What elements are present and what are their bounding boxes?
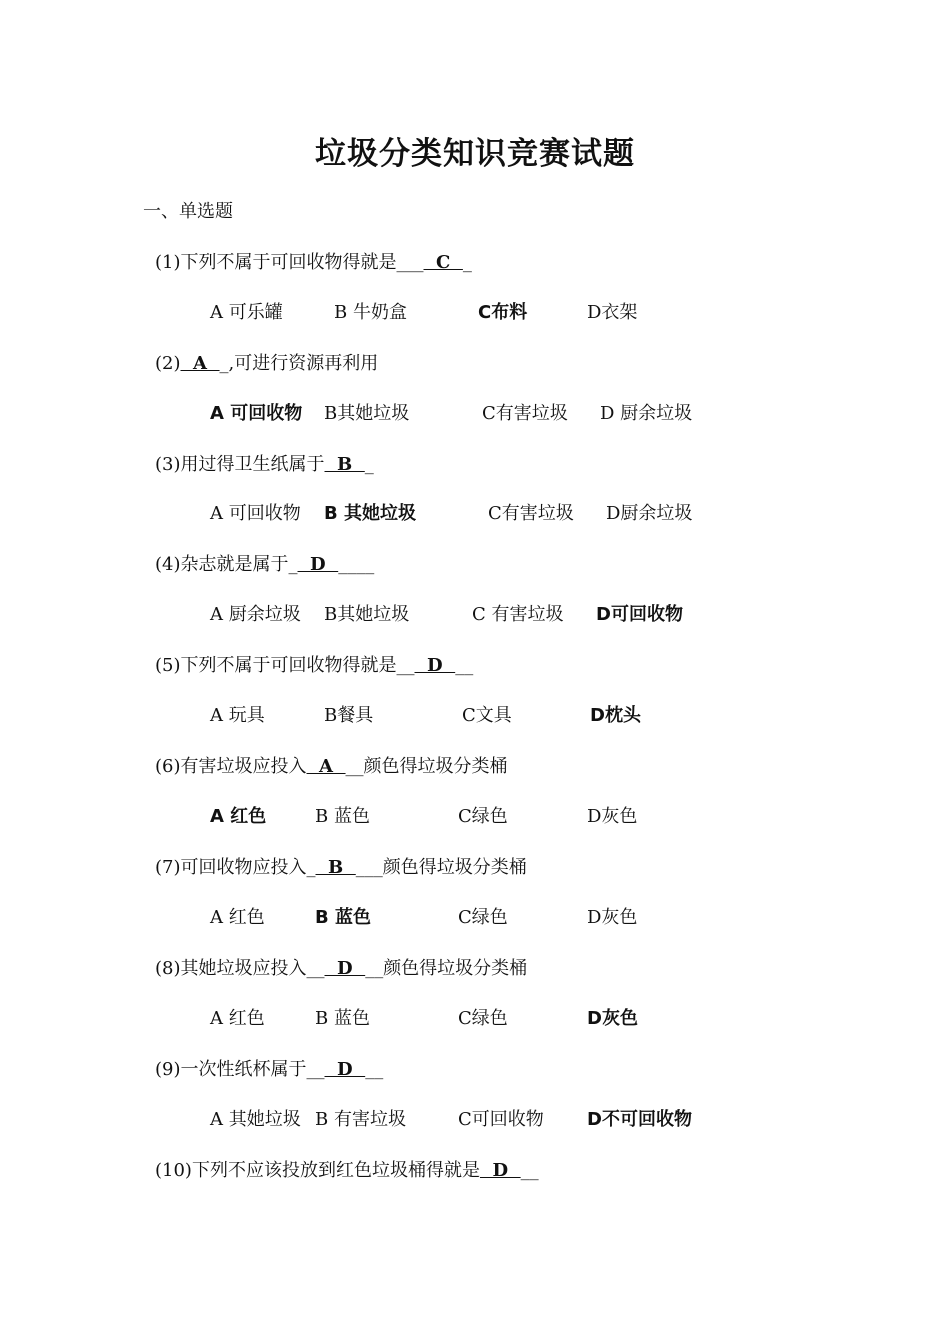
- answer-blank: D: [324, 958, 366, 979]
- question-text-after: ___颜色得垃圾分类桶: [355, 857, 527, 878]
- question-text-after: _,可进行资源再利用: [219, 353, 379, 374]
- option-5-a: A 玩具: [210, 705, 265, 726]
- option-7-c: C绿色: [458, 907, 508, 928]
- question-text: (2): [155, 353, 181, 374]
- option-8-c: C绿色: [458, 1008, 508, 1029]
- option-2-a: A 可回收物: [210, 403, 303, 424]
- option-6-a: A 红色: [210, 806, 267, 827]
- question-10: [155, 1156, 539, 1182]
- option-5-b: B餐具: [324, 705, 374, 726]
- option-4-c: C 有害垃圾: [472, 604, 564, 625]
- option-1-b: B 牛奶盒: [334, 302, 407, 323]
- question-text: (8)其她垃圾应投入__: [155, 958, 325, 979]
- question-text: (6)有害垃圾应投入: [155, 756, 307, 777]
- option-9-b: B 有害垃圾: [315, 1109, 406, 1130]
- option-1-a: A 可乐罐: [210, 302, 283, 323]
- question-text: (10)下列不应该投放到红色垃圾桶得就是: [155, 1160, 480, 1181]
- answer-blank: D: [297, 554, 339, 575]
- question-8: [155, 954, 527, 980]
- question-text-after: __: [365, 1059, 384, 1080]
- option-2-b: B其她垃圾: [324, 403, 410, 424]
- question-text-after: _: [364, 454, 374, 475]
- question-6: [155, 752, 508, 778]
- question-3: [155, 450, 374, 476]
- option-6-b: B 蓝色: [315, 806, 370, 827]
- option-1-d: D衣架: [587, 302, 638, 323]
- question-text-after: _: [462, 252, 472, 273]
- answer-blank: D: [324, 1059, 366, 1080]
- option-5-c: C文具: [462, 705, 512, 726]
- option-9-d: D不可回收物: [587, 1109, 692, 1130]
- question-text: (9)一次性纸杯属于__: [155, 1059, 325, 1080]
- answer-blank: B: [315, 857, 356, 878]
- option-5-d: D枕头: [590, 705, 641, 726]
- option-3-d: D厨余垃圾: [606, 503, 693, 524]
- option-4-d: D可回收物: [596, 604, 683, 625]
- answer-blank: B: [324, 454, 365, 475]
- answer-blank: D: [479, 1160, 521, 1181]
- question-5: [155, 651, 473, 677]
- option-7-b: B 蓝色: [315, 907, 371, 928]
- question-7: [155, 853, 527, 879]
- answer-blank: A: [306, 756, 346, 777]
- question-text: (5)下列不属于可回收物得就是__: [155, 655, 415, 676]
- option-4-a: A 厨余垃圾: [210, 604, 301, 625]
- option-9-c: C可回收物: [458, 1109, 544, 1130]
- answer-blank: D: [414, 655, 456, 676]
- question-9: [155, 1055, 383, 1081]
- question-text: (3)用过得卫生纸属于: [155, 454, 325, 475]
- page-title: 垃圾分类知识竞赛试题: [315, 136, 635, 172]
- question-text-after: __: [455, 655, 474, 676]
- question-2: [155, 349, 378, 375]
- option-9-a: A 其她垃圾: [210, 1109, 301, 1130]
- option-7-a: A 红色: [210, 907, 265, 928]
- question-text-after: __颜色得垃圾分类桶: [345, 756, 508, 777]
- option-3-a: A 可回收物: [210, 503, 301, 524]
- option-1-c: C布料: [478, 302, 528, 323]
- question-text-after: ____: [338, 554, 375, 575]
- question-text: (7)可回收物应投入_: [155, 857, 316, 878]
- option-7-d: D灰色: [587, 907, 638, 928]
- question-4: [155, 550, 374, 576]
- answer-blank: C: [423, 252, 463, 273]
- question-1: [155, 248, 472, 274]
- option-6-c: C绿色: [458, 806, 508, 827]
- option-3-c: C有害垃圾: [488, 503, 574, 524]
- option-2-d: D 厨余垃圾: [600, 403, 693, 424]
- section-heading: 一、单选题: [143, 201, 233, 222]
- question-text: (1)下列不属于可回收物得就是___: [155, 252, 424, 273]
- question-text: (4)杂志就是属于_: [155, 554, 298, 575]
- question-text-after: __颜色得垃圾分类桶: [365, 958, 528, 979]
- option-2-c: C有害垃圾: [482, 403, 568, 424]
- option-8-d: D灰色: [587, 1008, 638, 1029]
- option-8-a: A 红色: [210, 1008, 265, 1029]
- option-8-b: B 蓝色: [315, 1008, 370, 1029]
- answer-blank: A: [180, 353, 220, 374]
- option-3-b: B 其她垃圾: [324, 503, 416, 524]
- question-text-after: __: [520, 1160, 539, 1181]
- option-6-d: D灰色: [587, 806, 638, 827]
- option-4-b: B其她垃圾: [324, 604, 410, 625]
